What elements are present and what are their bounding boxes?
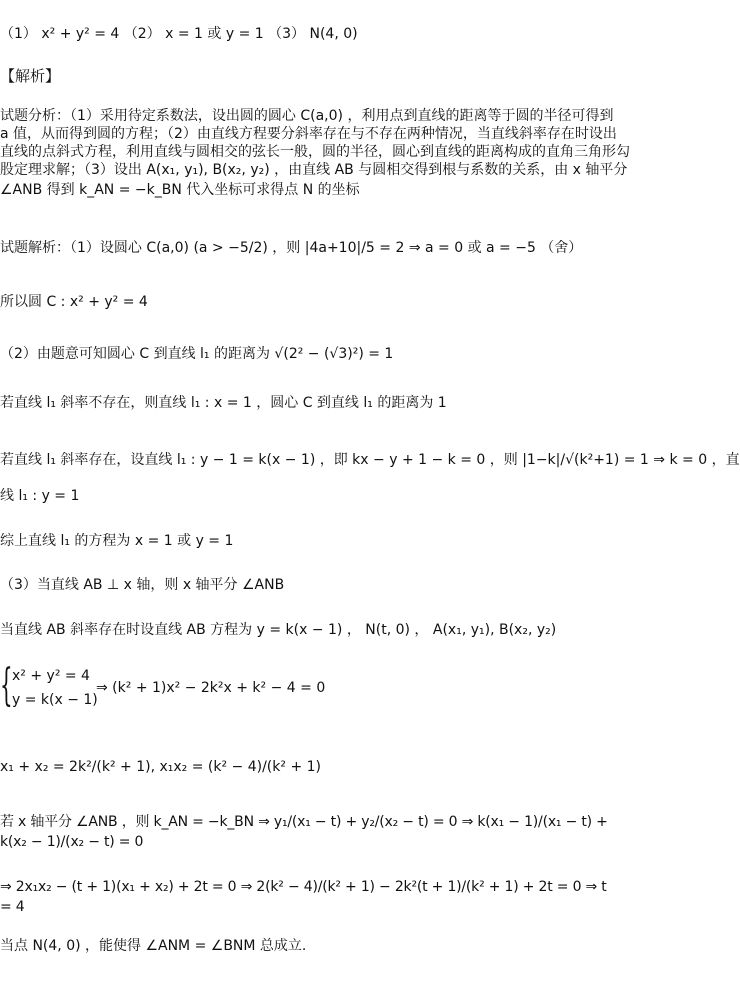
system-equation-2: y = k(x − 1) (12, 692, 98, 708)
solution-step-7: 综上直线 l₁ 的方程为 x = 1 或 y = 1 (0, 533, 234, 549)
solution-step-1: 试题解析：（1）设圆心 C(a,0) (a > −5/2) ，则 |4a+10|/5 = 2 ⇒ a = 0 或 a = −5 （舍） (0, 240, 583, 256)
system-result: ⇒ (k² + 1)x² − 2k²x + k² − 4 = 0 (96, 680, 326, 696)
solution-step-2: 所以圆 C : x² + y² = 4 (0, 294, 148, 310)
section-title: 【解析】 (0, 67, 61, 85)
analysis-line-1: 试题分析：（1）采用待定系数法，设出圆的圆心 C(a,0) ，利用点到直线的距离等于圆的半径可得到 (0, 108, 614, 124)
analysis-line-3: 直线的点斜式方程，利用直线与圆相交的弦长一般，圆的半径，圆心到直线的距离构成的直角三角形勾 (0, 144, 630, 160)
solution-step-3: （2）由题意可知圆心 C 到直线 l₁ 的距离为 √(2² − (√3)²) = 1 (0, 346, 394, 362)
answer-line: （1） x² + y² = 4 （2） x = 1 或 y = 1 （3） N(4, 0) (0, 26, 358, 42)
solution-step-5: 若直线 l₁ 斜率存在，设直线 l₁ : y − 1 = k(x − 1) ，即 kx − y + 1 − k = 0 ，则 |1−k|/√(k²+1) = 1 ⇒ k = 0 ，直 (0, 452, 740, 468)
solution-step-13: ⇒ 2x₁x₂ − (t + 1)(x₁ + x₂) + 2t = 0 ⇒ 2(k² − 4)/(k² + 1) − 2k²(t + 1)/(k² + 1) + 2t = 0 ⇒ t = 4 (0, 879, 607, 915)
solution-step-6: 线 l₁ : y = 1 (0, 488, 80, 504)
analysis-line-5: ∠ANB 得到 k_AN = −k_BN 代入坐标可求得点 N 的坐标 (0, 182, 360, 198)
system-brace: { (0, 660, 13, 711)
solution-step-12: 若 x 轴平分 ∠ANB ，则 k_AN = −k_BN ⇒ y₁/(x₁ − t) + y₂/(x₂ − t) = 0 ⇒ k(x₁ − 1)/(x₁ − t) + k(x₂ − 1)/(x₂ − t) = 0 (0, 814, 608, 850)
conclusion-line: 当点 N(4, 0) ，能使得 ∠ANM = ∠BNM 总成立. (0, 938, 307, 954)
solution-step-4: 若直线 l₁ 斜率不存在，则直线 l₁ : x = 1 ，圆心 C 到直线 l₁ 的距离为 1 (0, 395, 447, 411)
solution-step-9: 当直线 AB 斜率存在时设直线 AB 方程为 y = k(x − 1) ， N(t, 0) ， A(x₁, y₁), B(x₂, y₂) (0, 622, 557, 638)
analysis-line-4: 股定理求解；（3）设出 A(x₁, y₁), B(x₂, y₂) ，由直线 AB 与圆相交得到根与系数的关系，由 x 轴平分 (0, 162, 628, 178)
solution-step-11: x₁ + x₂ = 2k²/(k² + 1), x₁x₂ = (k² − 4)/(k² + 1) (0, 759, 321, 775)
analysis-line-2: a 值，从而得到圆的方程；（2）由直线方程要分斜率存在与不存在两种情况，当直线斜率存在时设出 (0, 126, 617, 142)
system-equation-1: x² + y² = 4 (12, 668, 90, 684)
solution-step-8: （3）当直线 AB ⊥ x 轴，则 x 轴平分 ∠ANB (0, 577, 285, 593)
